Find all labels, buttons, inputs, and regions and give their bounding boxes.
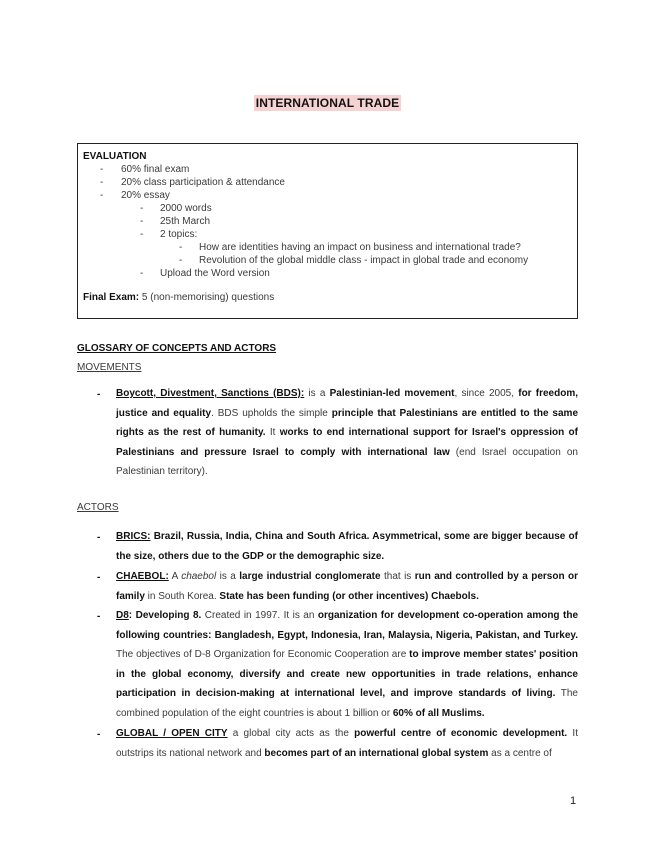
final-exam-line [83,291,274,304]
evaluation-heading: EVALUATION [83,151,147,162]
final-exam-text: 5 (non-memorising) questions [141,292,275,303]
d8-text: Created in 1997. It is an [201,610,318,621]
global-city-bold: becomes part of an international global system [264,747,489,759]
chaebol-bold: large industrial conglomerate [239,571,381,582]
essay-item: Upload the Word version [160,268,270,279]
brics-entry [116,527,578,566]
evaluation-item: 20% essay [121,190,170,201]
bds-text: It [265,427,280,439]
chaebol-text: is a [216,571,240,582]
chaebol-text: A [168,571,182,582]
bds-entry [116,384,578,482]
document-title: INTERNATIONAL TRADE [255,96,400,110]
movements-heading: MOVEMENTS [77,362,142,373]
bds-bold: principle that Palestinians are entitled to the same rights as the rest of humanity. [116,407,579,439]
dash: - [140,229,144,240]
bds-bold: works to end international support for Israel's oppression of Palestinians and pressure Israel to comply with international law [116,427,578,458]
d8-bold: organization for development co-operation among the following countries: Bangladesh, Egypt, Indonesia, Iran, Malaysia, Nigeria, Pakistan, and Turkey. [116,610,579,641]
document-title-wrap [0,97,655,111]
brics-bold: Brazil, Russia, India, China and South Africa. Asymmetrical, some are bigger because of the size, others due to the GDP or the demographic size. [116,531,578,562]
dash: - [100,164,104,175]
bullet: - [97,532,101,543]
d8-text: The objectives of D-8 Organization for Economic Cooperation are [116,649,410,661]
essay-item: 2 topics: [160,229,198,240]
bds-bold: for freedom, justice and equality [116,388,579,419]
evaluation-item: 20% class participation & attendance [121,177,285,188]
chaebol-text: that is [380,571,415,582]
d8-bold: 60% of all Muslims. [392,707,485,719]
global-city-text: a global city acts as the [227,728,355,739]
actors-heading: ACTORS [77,502,119,513]
bds-text: . BDS upholds the simple [211,407,332,419]
d8-entry [116,606,578,724]
global-city-text: It outstrips its national network and [116,728,578,759]
bds-text: (end Israel occupation on Palestinian territory). [116,446,578,478]
essay-item: 25th March [160,216,211,227]
d8-term: D8 [116,610,129,621]
dash: - [179,255,183,266]
bullet: - [97,572,101,583]
chaebol-entry [116,567,578,606]
dash: - [140,203,144,214]
final-exam-label: Final Exam: [83,292,140,303]
brics-term: BRICS: [116,531,151,542]
evaluation-item: 60% final exam [121,164,190,175]
bullet: - [97,389,101,400]
bds-term: Boycott, Divestment, Sanctions (BDS): [116,388,305,399]
chaebol-bold: State has been funding (or other incentives) Chaebols. [219,590,479,602]
evaluation-box [77,143,578,319]
bds-bold: Palestinian-led movement [329,388,455,399]
dash: - [140,268,144,279]
chaebol-text: in South Korea. [144,590,220,602]
chaebol-italic: chaebol [181,571,217,582]
bds-text: is a [304,388,330,399]
global-city-text: as a centre of [488,747,552,759]
global-city-bold: powerful centre of economic development. [354,728,568,739]
d8-bold: to improve member states' position in the global economy, diversify and create new opportunities in trade relations, enhance participation in decision-making at international level, and improve standards of living. [116,649,579,700]
dash: - [100,177,104,188]
d8-bold: : Developing 8. [128,610,202,621]
bullet: - [97,729,101,740]
essay-topic: How are identities having an impact on business and international trade? [199,242,521,253]
dash: - [179,242,183,253]
bds-text: , since 2005, [454,388,519,399]
chaebol-term: CHAEBOL: [116,571,169,582]
glossary-heading: GLOSSARY OF CONCEPTS AND ACTORS [77,343,277,354]
chaebol-bold: run and controlled by a person or family [116,571,578,602]
global-city-term: GLOBAL / OPEN CITY [116,728,228,739]
page-number: 1 [570,795,577,807]
essay-item: 2000 words [160,203,212,214]
d8-text: The combined population of the eight countries is about 1 billion or [116,688,578,719]
dash: - [100,190,104,201]
dash: - [140,216,144,227]
bullet: - [97,611,101,622]
essay-topic: Revolution of the global middle class - impact in global trade and economy [199,255,529,266]
global-city-entry [116,724,578,763]
